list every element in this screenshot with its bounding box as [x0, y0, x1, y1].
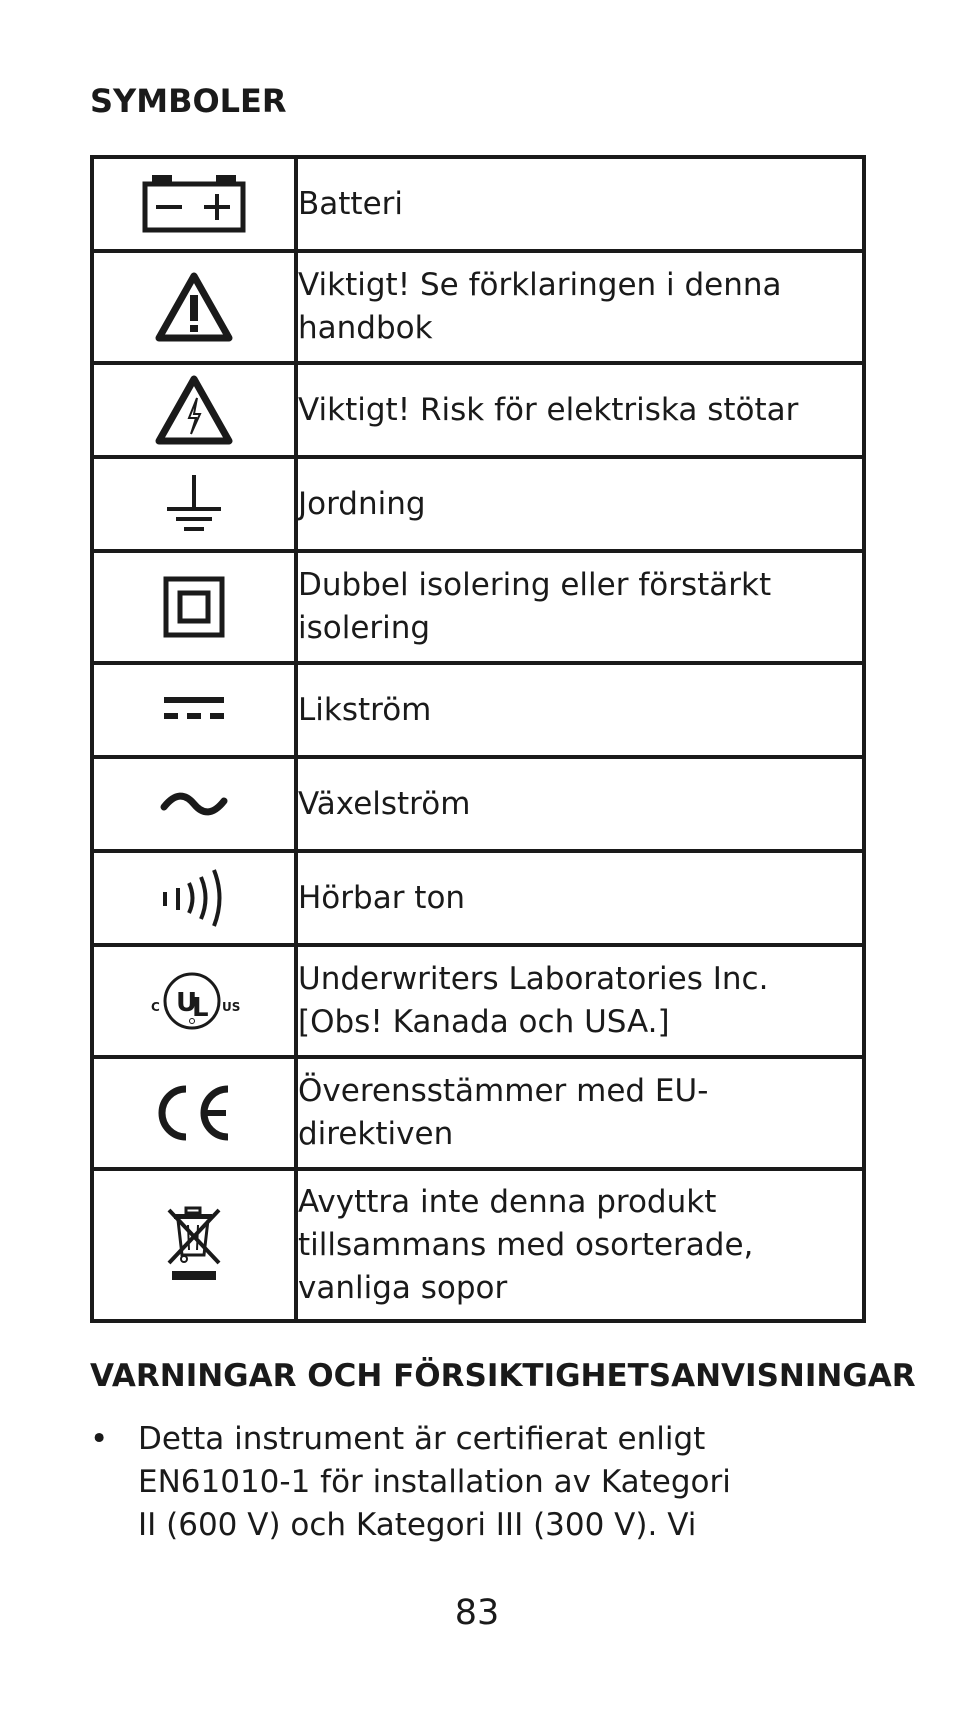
table-row [92, 1169, 864, 1321]
description-line: Dubbel isolering eller förstärkt [298, 567, 772, 603]
symbols-table [90, 155, 866, 1323]
warning-line: Detta instrument är certifierat enligt [138, 1421, 706, 1457]
electric-shock-warning-icon [154, 374, 234, 446]
symbol-description [296, 757, 864, 851]
description-line: Viktigt! Risk för elektriska stötar [298, 391, 799, 428]
symbol-description [296, 851, 864, 945]
description-line: Jordning [298, 485, 426, 522]
table-row [92, 851, 864, 945]
table-row [92, 1057, 864, 1169]
warning-list-item [90, 1418, 870, 1547]
symbol-description [296, 663, 864, 757]
page-number: 83 [454, 1593, 500, 1633]
symbol-cell [92, 945, 296, 1057]
svg-text:L: L [192, 993, 209, 1023]
symbol-cell [92, 457, 296, 551]
symbol-description [296, 945, 864, 1057]
description-line: [Obs! Kanada och USA.] [298, 1004, 670, 1040]
description-line: Hörbar ton [298, 879, 466, 916]
symbol-cell [92, 551, 296, 663]
warning-line: II (600 V) och Kategori III (300 V). Vi [138, 1507, 697, 1543]
warning-line: EN61010-1 för installation av Kategori [138, 1464, 731, 1500]
dc-current-icon [162, 695, 226, 725]
ac-current-icon [159, 789, 229, 819]
battery-icon [142, 175, 246, 233]
ground-icon [164, 473, 224, 535]
description-line: Avyttra inte denna produkt [298, 1183, 717, 1220]
bullet-marker: • [90, 1421, 109, 1457]
table-row [92, 663, 864, 757]
ce-mark-icon [152, 1081, 236, 1145]
symbol-cell [92, 363, 296, 457]
description-line: Växelström [298, 785, 471, 822]
warning-exclamation-icon [154, 271, 234, 343]
description-line: Överensstämmer med EU- [298, 1073, 709, 1109]
symbol-description [296, 157, 864, 251]
table-row [92, 457, 864, 551]
description-line: vanliga sopor [298, 1269, 508, 1306]
description-line: isolering [298, 610, 431, 646]
description-line: Underwriters Laboratories Inc. [298, 961, 769, 997]
symbol-cell [92, 1169, 296, 1321]
audible-tone-icon [158, 867, 230, 929]
table-row [92, 551, 864, 663]
double-insulation-icon [163, 576, 225, 638]
symbol-description [296, 363, 864, 457]
description-line: tillsammans med osorterade, [298, 1226, 754, 1263]
symbol-description [296, 1057, 864, 1169]
table-row [92, 757, 864, 851]
svg-text:US: US [222, 1000, 241, 1014]
symbol-description [296, 551, 864, 663]
symbol-cell [92, 757, 296, 851]
symbol-description [296, 457, 864, 551]
description-line: Likström [298, 691, 432, 728]
table-row [92, 157, 864, 251]
table-row [92, 251, 864, 363]
symbol-cell [92, 851, 296, 945]
weee-crossed-bin-icon [164, 1205, 224, 1285]
warning-text [138, 1418, 870, 1547]
description-line: Viktigt! Se förklaringen i denna [298, 267, 782, 303]
description-line: direktiven [298, 1116, 454, 1152]
section-heading-warnings: VARNINGAR OCH FÖRSIKTIGHETSANVISNINGAR [90, 1358, 916, 1394]
description-line: handbok [298, 310, 433, 346]
symbol-description [296, 251, 864, 363]
table-row [92, 363, 864, 457]
svg-text:C: C [151, 1000, 160, 1014]
svg-text:U: U [176, 988, 198, 1018]
symbol-description [296, 1169, 864, 1321]
section-heading-symbols: SYMBOLER [90, 82, 287, 120]
symbol-cell [92, 1057, 296, 1169]
symbol-cell [92, 157, 296, 251]
ul-listed-icon [146, 969, 242, 1033]
description-line: Batteri [298, 185, 404, 222]
symbol-cell [92, 663, 296, 757]
symbol-cell [92, 251, 296, 363]
table-row [92, 945, 864, 1057]
